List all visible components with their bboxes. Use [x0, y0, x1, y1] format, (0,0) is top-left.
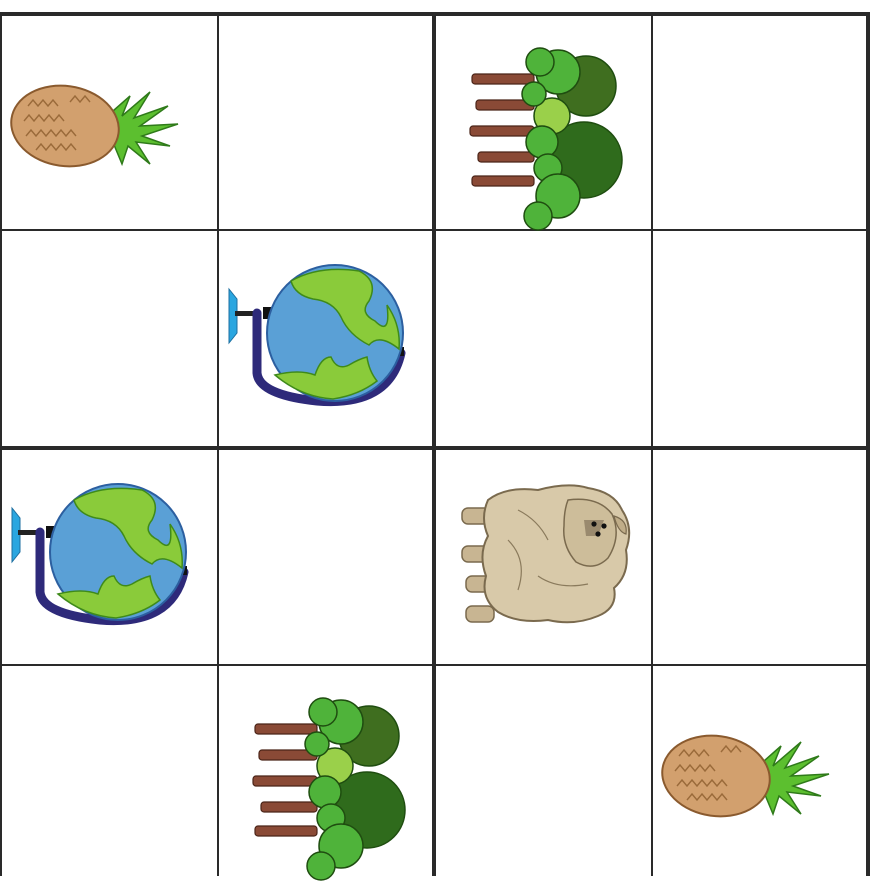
grid-cell[interactable] [219, 450, 435, 666]
grid-cell[interactable] [436, 666, 652, 882]
grid-cell[interactable] [653, 231, 869, 447]
grid-cell[interactable] [2, 16, 218, 232]
grid-cell[interactable] [219, 16, 435, 232]
grid-cell[interactable] [219, 666, 435, 882]
grid-cell[interactable] [2, 450, 218, 666]
grid-cell[interactable] [436, 231, 652, 447]
grid-cell[interactable] [653, 450, 869, 666]
grid-cell[interactable] [436, 450, 652, 666]
grid-cell[interactable] [219, 231, 435, 447]
grid-cell[interactable] [653, 666, 869, 882]
grid-cell[interactable] [2, 231, 218, 447]
grid-cell[interactable] [2, 666, 218, 882]
grid-cell[interactable] [653, 16, 869, 232]
grid-cell[interactable] [436, 16, 652, 232]
